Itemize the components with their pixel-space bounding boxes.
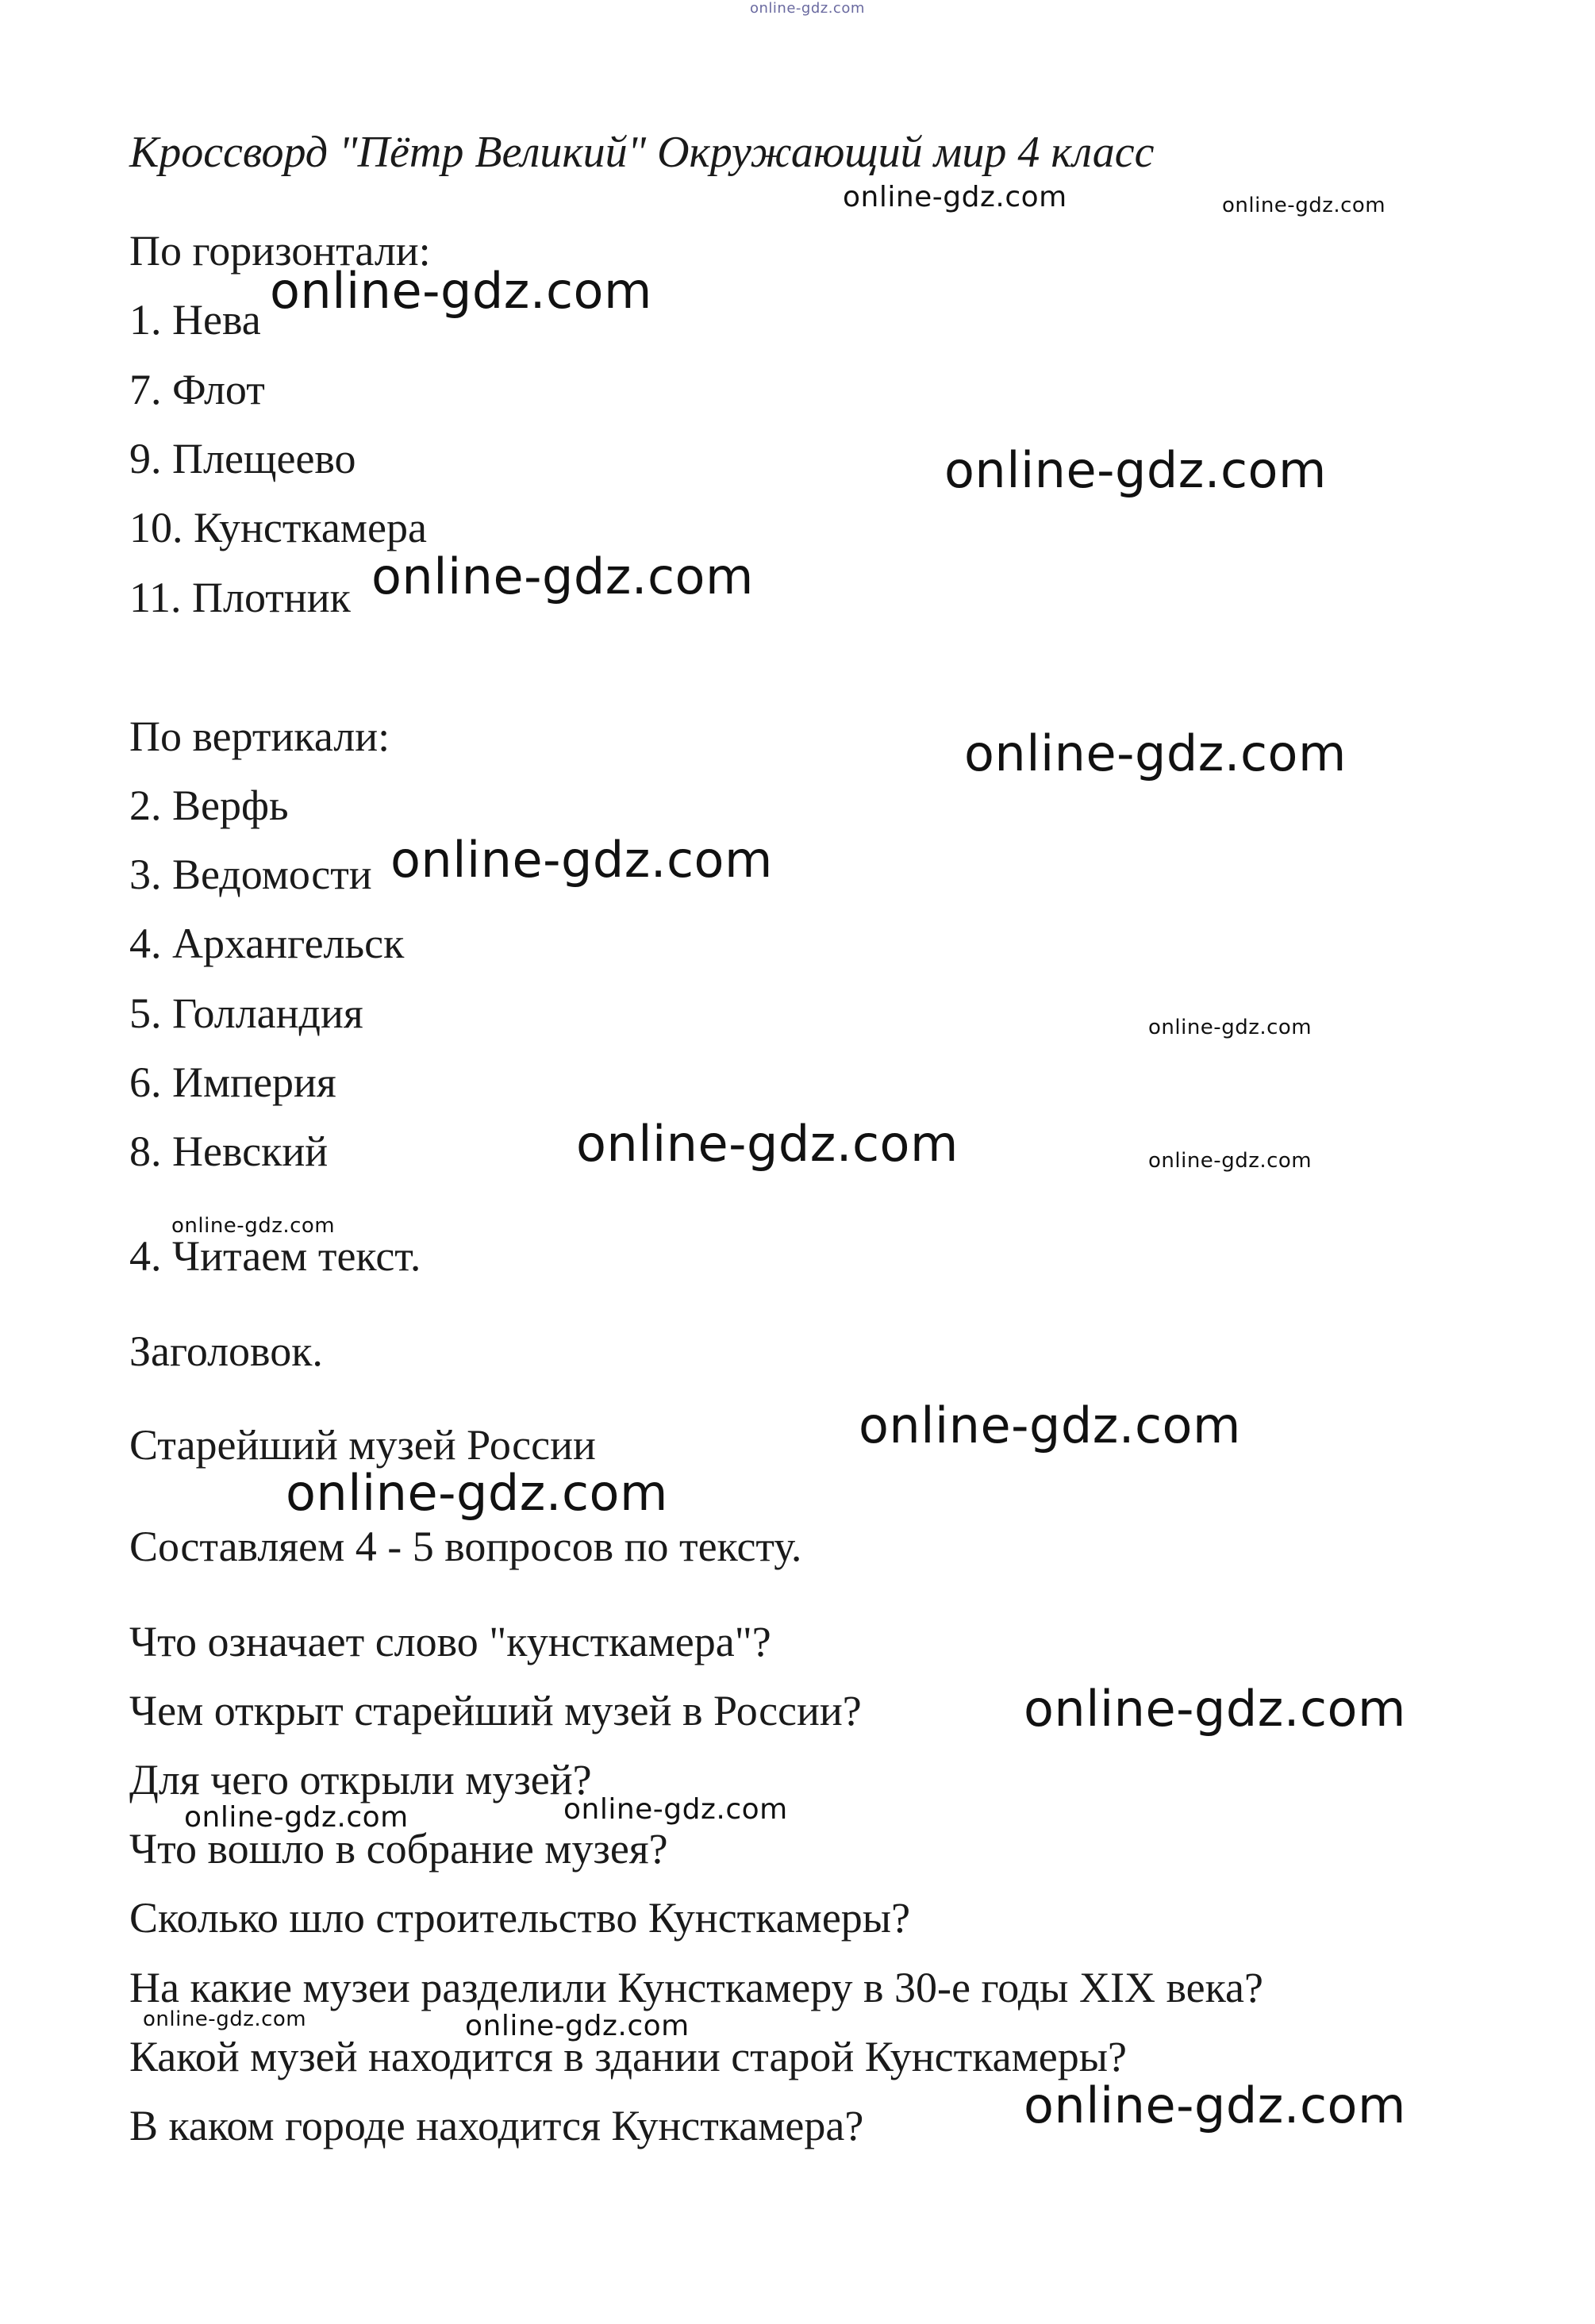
watermark: online-gdz.com bbox=[859, 1396, 1241, 1454]
watermark: online-gdz.com bbox=[184, 1801, 409, 1834]
vertical-item: 8. Невский bbox=[129, 1127, 329, 1175]
watermark: online-gdz.com bbox=[1148, 1149, 1313, 1173]
watermark: online-gdz.com bbox=[465, 2010, 690, 2042]
watermark: online-gdz.com bbox=[1222, 194, 1386, 217]
watermark: online-gdz.com bbox=[1024, 1680, 1406, 1738]
task-heading: 4. Читаем текст. bbox=[129, 1232, 421, 1280]
watermark: online-gdz.com bbox=[1024, 2076, 1406, 2134]
question-item: Что вошло в собрание музея? bbox=[129, 1825, 668, 1873]
horizontal-item: 7. Флот bbox=[129, 366, 265, 413]
watermark: online-gdz.com bbox=[563, 1793, 788, 1826]
vertical-item: 3. Ведомости bbox=[129, 851, 372, 898]
task-instruction: Составляем 4 - 5 вопросов по тексту. bbox=[129, 1523, 802, 1570]
watermark: online-gdz.com bbox=[171, 1214, 336, 1238]
question-item: Чем открыт старейший музей в России? bbox=[129, 1687, 862, 1734]
horizontal-item: 10. Кунсткамера bbox=[129, 504, 427, 551]
vertical-heading: По вертикали: bbox=[129, 713, 390, 760]
question-item: В каком городе находится Кунсткамера? bbox=[129, 2102, 864, 2149]
question-item: Что означает слово "кунсткамера"? bbox=[129, 1618, 771, 1665]
question-item: Сколько шло строительство Кунсткамеры? bbox=[129, 1894, 911, 1942]
watermark: online-gdz.com bbox=[270, 262, 652, 320]
vertical-item: 4. Архангельск bbox=[129, 920, 405, 967]
watermark: online-gdz.com bbox=[964, 724, 1347, 782]
question-item: Для чего открыли музей? bbox=[129, 1756, 592, 1804]
document-title: Кроссворд "Пётр Великий" Окружающий мир 4 класс bbox=[129, 128, 1155, 177]
horizontal-item: 11. Плотник bbox=[129, 574, 351, 621]
watermark: online-gdz.com bbox=[286, 1464, 668, 1522]
vertical-item: 6. Империя bbox=[129, 1058, 336, 1106]
question-item: На какие музеи разделили Кунсткамеру в 30-е годы XIX века? bbox=[129, 1964, 1263, 2011]
watermark: online-gdz.com bbox=[1148, 1016, 1313, 1039]
horizontal-heading: По горизонтали: bbox=[129, 227, 431, 275]
watermark: online-gdz.com bbox=[371, 547, 754, 605]
vertical-item: 5. Голландия bbox=[129, 989, 363, 1037]
vertical-item: 2. Верфь bbox=[129, 782, 289, 829]
watermark: online-gdz.com bbox=[143, 2007, 307, 2031]
watermark: online-gdz.com bbox=[944, 441, 1327, 499]
watermark: online-gdz.com bbox=[390, 831, 773, 889]
watermark: online-gdz.com bbox=[843, 181, 1067, 213]
watermark: online-gdz.com bbox=[576, 1115, 959, 1173]
watermark-top: online-gdz.com bbox=[750, 0, 865, 17]
title-label: Заголовок. bbox=[129, 1327, 323, 1375]
horizontal-item: 9. Плещеево bbox=[129, 435, 356, 482]
title-value: Старейший музей России bbox=[129, 1421, 596, 1469]
question-item: Какой музей находится в здании старой Кунсткамеры? bbox=[129, 2033, 1128, 2080]
horizontal-item: 1. Нева bbox=[129, 296, 261, 344]
